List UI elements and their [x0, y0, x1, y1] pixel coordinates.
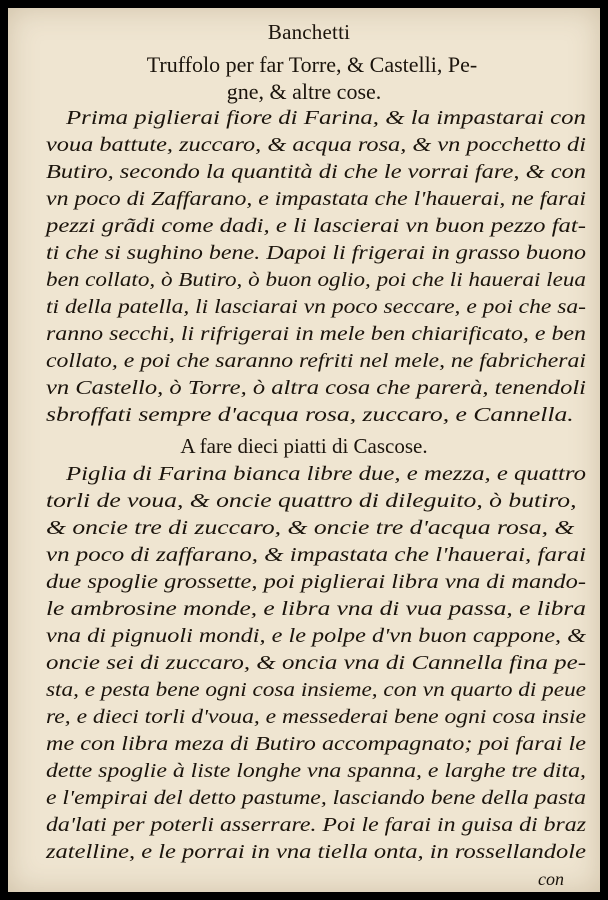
- text-line: voua battute, zuccaro, & acqua rosa, & vn pocchetto di: [46, 134, 586, 156]
- text-line: vn poco di zaffarano, & impastata che l'hauerai, farai: [46, 544, 587, 566]
- text-line: Butiro, secondo la quantità di che le vorrai fare, & con: [46, 161, 587, 183]
- text-line: & oncie tre di zuccaro, & oncie tre d'acqua rosa, &: [46, 517, 575, 539]
- text-line: vna di pignuoli mondi, e le polpe d'vn buon cappone, &: [46, 625, 586, 647]
- text-line: re, e dieci torli d'voua, e messederai bene ogni cosa insie: [46, 706, 587, 728]
- text-line: vn poco di Zaffarano, e impastata che l'hauerai, ne farai: [46, 188, 586, 210]
- text-line: sbroffati sempre d'acqua rosa, zuccaro, e Cannella.: [46, 404, 574, 426]
- catchword: con: [538, 869, 564, 889]
- recipe-title-line-2: gne, & altre cose.: [226, 79, 382, 104]
- text-line: zatelline, e le porrai in vna tiella onta, in rossellandole: [46, 841, 586, 863]
- text-line: due spoglie grossette, poi piglierai libra vna di mando-: [46, 571, 587, 593]
- text-line: vn Castello, ò Torre, ò altra cosa che parerà, tenendoli: [46, 377, 587, 399]
- text-line: Piglia di Farina bianca libre due, e mezza, e quattro: [66, 463, 586, 485]
- text-line: e l'empirai del detto pastume, lasciando bene della pasta: [46, 787, 586, 809]
- text-line: ti della patella, li lasciarai vn poco seccare, e poi che sa-: [46, 296, 587, 318]
- text-line: collato, e poi che saranno refriti nel mele, ne fabricherai: [46, 350, 586, 372]
- text-line: da'lati per poterli asserrare. Poi le farai in guisa di braz: [46, 814, 587, 836]
- recipe-title-line-1: Truffolo per far Torre, & Castelli, Pe-: [146, 52, 478, 77]
- recipe-title: A fare dieci piatti di Cascose.: [180, 434, 428, 458]
- text-line: le ambrosine monde, e libra vna di vua passa, e libra: [46, 598, 586, 620]
- running-head: Banchetti: [267, 20, 351, 44]
- text-line: dette spoglie à liste longhe vna spanna, e larghe tre dita,: [46, 760, 587, 782]
- book-page: [8, 8, 600, 892]
- text-line: sta, e pesta bene ogni cosa insieme, con vn quarto di peue: [46, 679, 587, 701]
- text-line: ti che si sughino bene. Dapoi li frigerai in grasso buono: [46, 242, 586, 264]
- text-line: torli de voua, & oncie quattro di dileguito, ò butiro,: [46, 490, 577, 512]
- text-line: ranno secchi, li rifrigerai in mele ben chiarificato, e ben: [46, 323, 586, 345]
- text-line: oncie sei di zuccaro, & oncia vna di Cannella fina pe-: [46, 652, 587, 674]
- text-line: Prima piglierai fiore di Farina, & la impastarai con: [66, 107, 586, 129]
- text-line: pezzi grãdi come dadi, e li lascierai vn buon pezzo fat-: [46, 215, 587, 237]
- text-line: ben collato, ò Butiro, ò buon oglio, poi che li hauerai leua: [46, 269, 586, 291]
- text-line: me con libra meza di Butiro accompagnato; poi farai le: [46, 733, 587, 755]
